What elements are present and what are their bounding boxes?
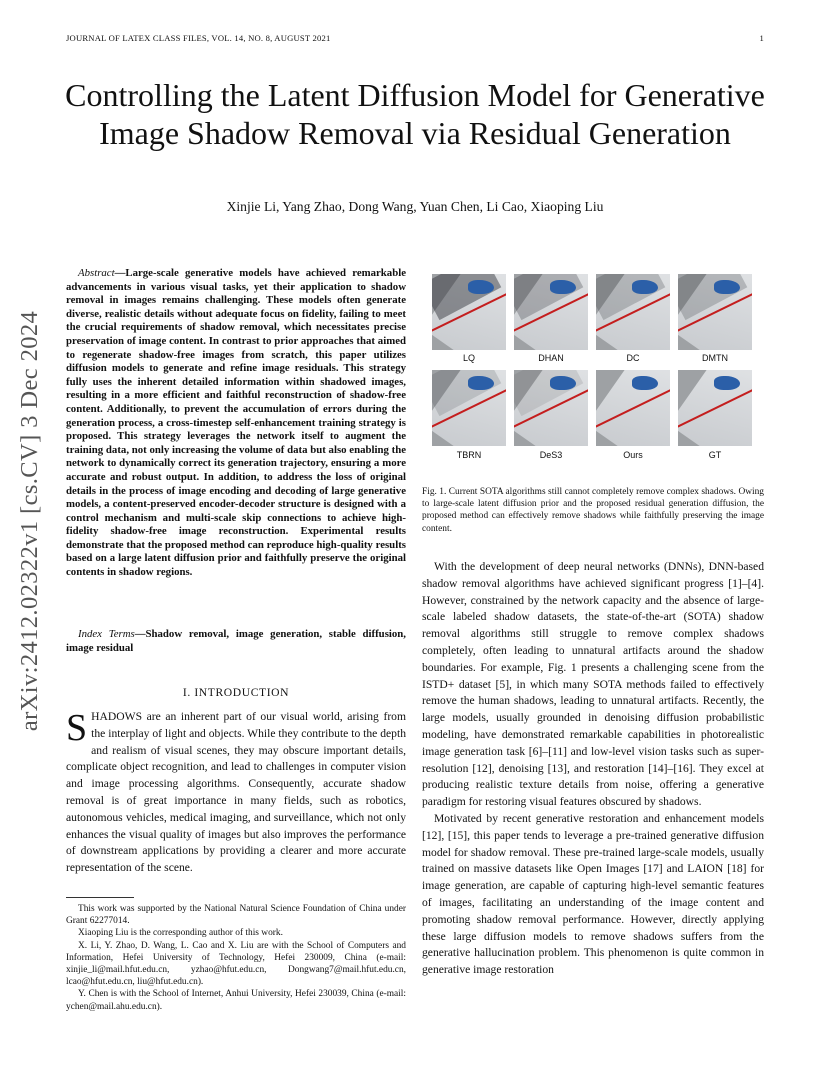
abstract-text: —Large-scale generative models have achieved remarkable advancements in various visual tasks, yet their application to shadow removal in images remains challenging. These models often generate diverse, realistic details without adequate focus on fidelity, failing to meet the crucial requirements of shadow removal, which necessitates precise preservation of image content. In contrast to prior approaches that aimed to regenerate shadow-free images from scratch, this paper utilizes diffusion models to generate and refine image residuals. This strategy fully uses the inherent detailed information within shadowed images, resulting in a more efficient and faithful reconstruction of shadow-free content. Additionally, to prevent the accumulation of errors during the generation process, a cross-timestep self-enhancement training strategy is proposed. This strategy leverages the network itself to augment the training data, not only increasing the volume of data but also enabling the network to dynamically correct its generation trajectory, ensuring a more accurate and robust output. In addition, to address the loss of original details in the process of image encoding and decoding of large generative models, a content-preserved encoder-decoder structure is designed with a control mechanism and multi-scale skip connections to achieve high-fidelity shadow-free image reconstruction. Experimental results demonstrate that the proposed method can reproduce high-quality results based on a large latent diffusion prior and faithfully preserve the original contents in shadow regions. [66, 267, 406, 579]
running-header [66, 33, 764, 43]
arxiv-stamp-text: arXiv:2412.02322v1 [cs.CV] 3 Dec 2024 [16, 310, 43, 732]
footnote-rule [66, 897, 134, 898]
figure-panel [514, 370, 588, 446]
figure-1 [432, 274, 752, 470]
body-paragraph: With the development of deep neural networks (DNNs), DNN-based shadow removal algorithms have achieved significant progress [1]–[4]. However, constrained by the network capacity and the absence of large-scale labeled shadow datasets, the state-of-the-art (SOTA) shadow removal algorithms still struggle to remove complex shadows completely, often leading to unnatural artifacts around the shadow boundaries. For example, Fig. 1 presents a challenging scene from the ISTD+ dataset [5], in which many SOTA methods failed to effectively remove the human shadows, leading to unnatural artifacts. Recently, the large models, usually grounded in denoising diffusion probabilistic modeling, have demonstrated remarkable capabilities in photorealistic image generation task [6]–[11] and low-level vision tasks such as super-resolution [12], denoising [13], and restoration [14]–[16]. They excel at producing realistic texture details from noise, offering a generative paradigm for restoring visual features obscured by shadows. [422, 560, 764, 809]
panel-label: TBRN [456, 450, 482, 460]
journal-name: JOURNAL OF LATEX CLASS FILES, VOL. 14, NO. 8, AUGUST 2021 [66, 33, 331, 43]
panel-label: DMTN [702, 353, 728, 363]
footnote-affiliation-2: Y. Chen is with the School of Internet, Anhui University, Hefei 230039, China (e-mail: ychen@mail.ahu.edu.cn). [66, 989, 406, 1012]
index-terms-text: —Shadow removal, image generation, stable diffusion, image residual [66, 628, 406, 654]
abstract [66, 267, 406, 580]
footnotes [66, 903, 406, 1013]
index-terms [66, 628, 406, 655]
body-paragraph: Motivated by recent generative restoration and enhancement models [12], [15], this paper tends to leverage a pre-trained generative diffusion model for shadow removal. These pre-trained large-scale models, usually trained on massive datasets like Open Images [17] and LAION [18] for image generation, are capable of capturing high-level semantic features of images, facilitating an understanding of the image content and promoting shadow removal performance. However, directly applying these large diffusion models to remove shadows suffers from the generative hallucination problem. This phenomenon is quite common in generative image restoration [422, 811, 764, 977]
abstract-label: Abstract [78, 267, 115, 279]
figure-panel [678, 274, 752, 350]
right-column-body [422, 559, 764, 979]
figure-panel [432, 274, 506, 350]
footnote-corresponding: Xiaoping Liu is the corresponding author of this work. [78, 928, 283, 939]
figure-panel [596, 274, 670, 350]
author-list: Xinjie Li, Yang Zhao, Dong Wang, Yuan Chen, Li Cao, Xiaoping Liu [226, 199, 604, 214]
intro-text: are an inherent part of our visual world, arising from the interplay of light and objects. While they contribute to the depth and realism of visual scenes, they may obscure important details, complicate object recognition, and lead to challenges in computer vision and image processing algorithms. Consequently, accurate shadow removal is of great importance in many fields, such as robotics, autonomous vehicles, medical imaging, and surveillance, which not only enhances the visual quality of images but also improves the performance of downstream applications by providing a clearer and more accurate representation of the scene. [66, 710, 406, 875]
footnote-affiliation-1: X. Li, Y. Zhao, D. Wang, L. Cao and X. Liu are with the School of Computers and Information, Hefei University of Technology, Hefei 230009, China (e-mail: xinjie_li@mail.hfut.edu.cn, yzhao@hfut.edu.cn, Dongwang7@mail.hfut.edu.cn, lcao@hfut.edu.cn, liu@hfut.edu.cn). [66, 940, 406, 988]
paper-title: Controlling the Latent Diffusion Model for Generative Image Shadow Removal via Residual Generation [65, 77, 765, 151]
index-terms-label: Index Terms [78, 628, 135, 640]
page-number: 1 [759, 33, 764, 43]
figure-panel [514, 274, 588, 350]
drop-cap: S [66, 707, 88, 749]
panel-label: DC [626, 353, 640, 363]
figure-panel [596, 370, 670, 446]
figure-panel [432, 370, 506, 446]
arxiv-stamp [10, 291, 50, 751]
figure-panel [678, 370, 752, 446]
footnote-funding: This work was supported by the National Natural Science Foundation of China under Grant 62277014. [66, 904, 406, 927]
panel-label: GT [708, 450, 722, 460]
intro-first-word: HADOWS [91, 710, 143, 723]
panel-label: DHAN [538, 353, 564, 363]
figure-caption: Fig. 1. Current SOTA algorithms still cannot completely remove complex shadows. Owing to large-scale latent diffusion prior and the proposed residual generation diffusion, the proposed method can effectively remove shadows while faithfully preserving the image content. [422, 487, 764, 534]
panel-label: DeS3 [539, 450, 563, 460]
panel-label: Ours [623, 450, 643, 460]
panel-label: LQ [462, 353, 475, 363]
intro-paragraph [66, 709, 406, 877]
section-heading: I. INTRODUCTION [182, 686, 290, 699]
